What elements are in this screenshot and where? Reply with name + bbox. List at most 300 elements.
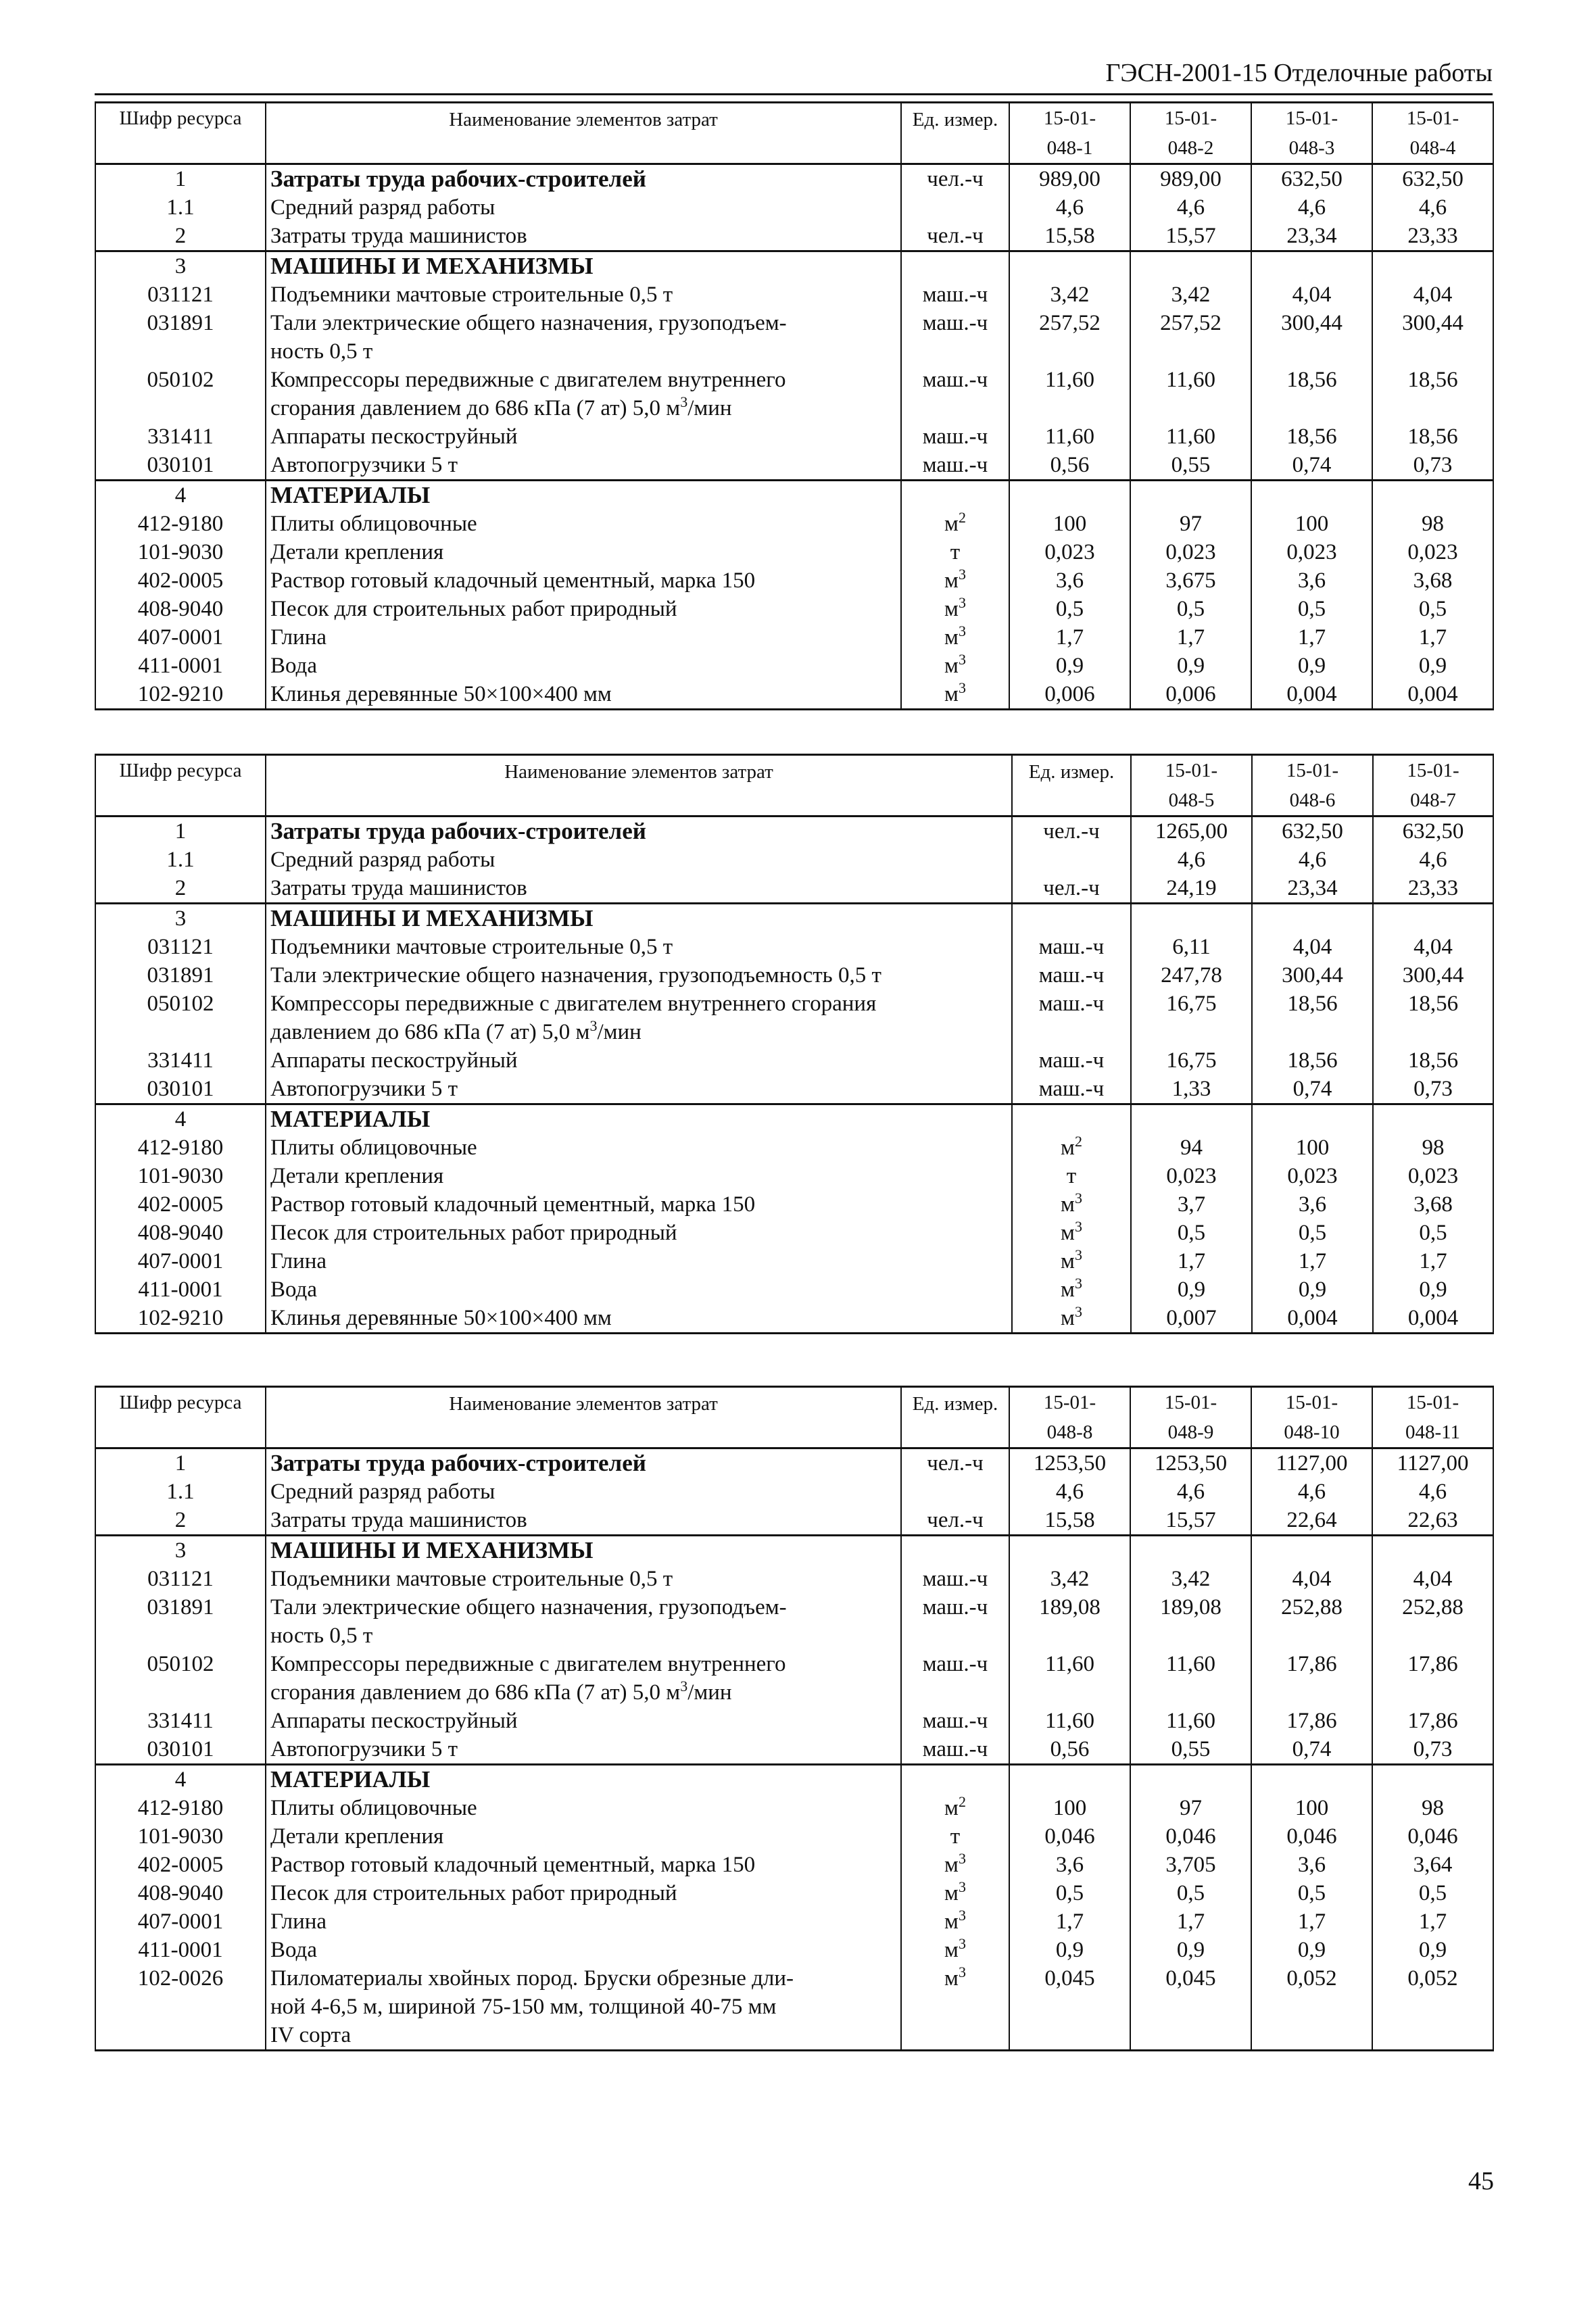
value-cell: 1127,00 bbox=[1372, 1448, 1493, 1478]
resource-code: 412-9180 bbox=[95, 510, 266, 538]
value-cell: 252,88 bbox=[1251, 1593, 1372, 1650]
value-cell: 4,6 bbox=[1009, 193, 1130, 222]
header-code: Шифр ресурса bbox=[95, 103, 266, 164]
value-cell: 17,86 bbox=[1251, 1707, 1372, 1735]
unit: маш.-ч bbox=[901, 1735, 1009, 1765]
resource-code: 2 bbox=[95, 874, 266, 904]
table-row bbox=[95, 933, 1493, 961]
header-name: Наименование элементов затрат bbox=[266, 103, 901, 164]
value-cell: 23,34 bbox=[1251, 222, 1372, 251]
resource-name: МАШИНЫ И МЕХАНИЗМЫ bbox=[266, 904, 1012, 933]
value-cell bbox=[1373, 1104, 1493, 1134]
value-cell bbox=[1131, 1104, 1252, 1134]
value-cell: 3,6 bbox=[1252, 1190, 1373, 1219]
value-cell: 1,7 bbox=[1372, 1907, 1493, 1936]
resource-name: Затраты труда рабочих-строителей bbox=[266, 164, 901, 194]
resource-code: 2 bbox=[95, 1506, 266, 1536]
value-cell: 17,86 bbox=[1372, 1650, 1493, 1707]
table-row bbox=[95, 1851, 1493, 1879]
value-cell: 18,56 bbox=[1373, 990, 1493, 1046]
table-row bbox=[95, 1046, 1493, 1075]
value-cell: 989,00 bbox=[1009, 164, 1130, 194]
header-name: Наименование элементов затрат bbox=[266, 755, 1012, 817]
resource-name: Глина bbox=[266, 623, 901, 652]
value-cell: 17,86 bbox=[1251, 1650, 1372, 1707]
header-norm-code: 15-01- 048-3 bbox=[1251, 103, 1372, 164]
unit: $м^3$ bbox=[1012, 1190, 1131, 1219]
table-row bbox=[95, 1565, 1493, 1593]
table-row bbox=[95, 846, 1493, 874]
resource-name: МАТЕРИАЛЫ bbox=[266, 1765, 901, 1795]
resource-code: 411-0001 bbox=[95, 1936, 266, 1964]
resource-name: Затраты труда машинистов bbox=[266, 874, 1012, 904]
value-cell: 3,6 bbox=[1251, 1851, 1372, 1879]
resource-name: Подъемники мачтовые строительные 0,5 т bbox=[266, 1565, 901, 1593]
table-row bbox=[95, 817, 1493, 846]
table-row bbox=[95, 1275, 1493, 1304]
value-cell: 18,56 bbox=[1252, 990, 1373, 1046]
resource-name: Подъемники мачтовые строительные 0,5 т bbox=[266, 281, 901, 309]
value-cell: 0,007 bbox=[1131, 1304, 1252, 1334]
table-row bbox=[95, 1075, 1493, 1104]
resource-name: Затраты труда машинистов bbox=[266, 1506, 901, 1536]
resource-code: 031891 bbox=[95, 1593, 266, 1650]
table-row bbox=[95, 222, 1493, 251]
value-cell: 0,5 bbox=[1009, 1879, 1130, 1907]
resource-name: Раствор готовый кладочный цементный, марка 150 bbox=[266, 1851, 901, 1879]
value-cell: 97 bbox=[1130, 1794, 1251, 1822]
value-cell: 1,7 bbox=[1372, 623, 1493, 652]
table-row bbox=[95, 1104, 1493, 1134]
header-norm-code: 15-01- 048-8 bbox=[1009, 1387, 1130, 1448]
table-row bbox=[95, 1219, 1493, 1247]
value-cell: 3,64 bbox=[1372, 1851, 1493, 1879]
resource-code: 407-0001 bbox=[95, 1907, 266, 1936]
resource-code: 101-9030 bbox=[95, 1162, 266, 1190]
unit: $м^3$ bbox=[901, 652, 1009, 680]
resource-name: Автопогрузчики 5 т bbox=[266, 451, 901, 481]
resource-name: МАШИНЫ И МЕХАНИЗМЫ bbox=[266, 1536, 901, 1565]
resource-code: 408-9040 bbox=[95, 1219, 266, 1247]
value-cell: 4,04 bbox=[1372, 1565, 1493, 1593]
table-row bbox=[95, 623, 1493, 652]
resource-code: 408-9040 bbox=[95, 1879, 266, 1907]
value-cell: 11,60 bbox=[1009, 366, 1130, 422]
header-norm-code: 15-01- 048-1 bbox=[1009, 103, 1130, 164]
resource-name: МАТЕРИАЛЫ bbox=[266, 481, 901, 510]
value-cell: 98 bbox=[1372, 510, 1493, 538]
value-cell: 4,04 bbox=[1252, 933, 1373, 961]
value-cell: 4,04 bbox=[1251, 1565, 1372, 1593]
value-cell: 1,7 bbox=[1131, 1247, 1252, 1275]
resource-code: 411-0001 bbox=[95, 652, 266, 680]
resource-code: 407-0001 bbox=[95, 1247, 266, 1275]
header-norm-code: 15-01- 048-9 bbox=[1130, 1387, 1251, 1448]
value-cell: 4,6 bbox=[1373, 846, 1493, 874]
unit: чел.-ч bbox=[901, 1448, 1009, 1478]
resource-code: 3 bbox=[95, 1536, 266, 1565]
value-cell: 98 bbox=[1372, 1794, 1493, 1822]
unit: $м^2$ bbox=[1012, 1134, 1131, 1162]
value-cell: 100 bbox=[1251, 1794, 1372, 1822]
unit bbox=[1012, 1104, 1131, 1134]
resource-code: 411-0001 bbox=[95, 1275, 266, 1304]
header-norm-code: 15-01- 048-7 bbox=[1373, 755, 1493, 817]
resource-code: 412-9180 bbox=[95, 1134, 266, 1162]
value-cell bbox=[1372, 251, 1493, 281]
value-cell: 15,57 bbox=[1130, 222, 1251, 251]
resource-code: 1.1 bbox=[95, 1478, 266, 1506]
value-cell bbox=[1252, 904, 1373, 933]
table-row bbox=[95, 595, 1493, 623]
table-row bbox=[95, 1879, 1493, 1907]
resource-code: 030101 bbox=[95, 451, 266, 481]
value-cell: 11,60 bbox=[1130, 1650, 1251, 1707]
value-cell: 22,64 bbox=[1251, 1506, 1372, 1536]
value-cell: 97 bbox=[1130, 510, 1251, 538]
table-row bbox=[95, 1190, 1493, 1219]
resource-name: Компрессоры передвижные с двигателем внутреннего сгорания давлением до 686 кПа (7 ат) 5,0 $м^3$/мин bbox=[266, 1650, 901, 1707]
resource-name: Аппараты пескоструйный bbox=[266, 422, 901, 451]
value-cell: 11,60 bbox=[1130, 366, 1251, 422]
value-cell: 100 bbox=[1009, 1794, 1130, 1822]
value-cell: 0,9 bbox=[1009, 1936, 1130, 1964]
table-row bbox=[95, 904, 1493, 933]
value-cell: 24,19 bbox=[1131, 874, 1252, 904]
value-cell: 16,75 bbox=[1131, 990, 1252, 1046]
value-cell: 0,006 bbox=[1009, 680, 1130, 710]
table-row bbox=[95, 1506, 1493, 1536]
value-cell: 0,9 bbox=[1130, 1936, 1251, 1964]
value-cell: 1,7 bbox=[1130, 1907, 1251, 1936]
value-cell: 3,68 bbox=[1373, 1190, 1493, 1219]
resource-code: 102-9210 bbox=[95, 680, 266, 710]
value-cell bbox=[1009, 251, 1130, 281]
value-cell: 0,5 bbox=[1373, 1219, 1493, 1247]
resource-code: 402-0005 bbox=[95, 566, 266, 595]
header-unit: Ед. измер. bbox=[901, 1387, 1009, 1448]
value-cell: 3,6 bbox=[1009, 1851, 1130, 1879]
unit: $м^3$ bbox=[1012, 1247, 1131, 1275]
value-cell: 300,44 bbox=[1372, 309, 1493, 366]
unit: маш.-ч bbox=[1012, 990, 1131, 1046]
unit bbox=[901, 1765, 1009, 1795]
value-cell: 18,56 bbox=[1252, 1046, 1373, 1075]
table-row bbox=[95, 1650, 1493, 1707]
value-cell: 1,33 bbox=[1131, 1075, 1252, 1104]
value-cell bbox=[1372, 481, 1493, 510]
norm-table-3 bbox=[95, 1386, 1494, 2051]
value-cell: 0,5 bbox=[1131, 1219, 1252, 1247]
value-cell bbox=[1130, 481, 1251, 510]
value-cell: 0,046 bbox=[1130, 1822, 1251, 1851]
value-cell: 11,60 bbox=[1009, 1650, 1130, 1707]
resource-code: 050102 bbox=[95, 1650, 266, 1707]
value-cell: 15,57 bbox=[1130, 1506, 1251, 1536]
table-row bbox=[95, 538, 1493, 566]
value-cell: 189,08 bbox=[1009, 1593, 1130, 1650]
value-cell bbox=[1009, 1765, 1130, 1795]
value-cell: 3,675 bbox=[1130, 566, 1251, 595]
value-cell bbox=[1131, 904, 1252, 933]
value-cell: 22,63 bbox=[1372, 1506, 1493, 1536]
unit bbox=[1012, 904, 1131, 933]
resource-name: Песок для строительных работ природный bbox=[266, 595, 901, 623]
resource-code: 4 bbox=[95, 1765, 266, 1795]
resource-name: Плиты облицовочные bbox=[266, 510, 901, 538]
unit: маш.-ч bbox=[901, 309, 1009, 366]
value-cell: 632,50 bbox=[1251, 164, 1372, 194]
unit bbox=[901, 1478, 1009, 1506]
resource-code: 031891 bbox=[95, 309, 266, 366]
value-cell: 4,6 bbox=[1252, 846, 1373, 874]
table-row bbox=[95, 1448, 1493, 1478]
unit: маш.-ч bbox=[1012, 961, 1131, 990]
resource-name: Аппараты пескоструйный bbox=[266, 1046, 1012, 1075]
unit bbox=[901, 251, 1009, 281]
value-cell: 0,023 bbox=[1131, 1162, 1252, 1190]
value-cell: 1,7 bbox=[1251, 1907, 1372, 1936]
unit bbox=[901, 1536, 1009, 1565]
value-cell: 0,55 bbox=[1130, 451, 1251, 481]
table-row bbox=[95, 309, 1493, 366]
value-cell: 98 bbox=[1373, 1134, 1493, 1162]
resource-code: 3 bbox=[95, 904, 266, 933]
value-cell: 3,42 bbox=[1130, 281, 1251, 309]
header-norm-code: 15-01- 048-6 bbox=[1252, 755, 1373, 817]
value-cell: 4,6 bbox=[1372, 193, 1493, 222]
value-cell: 0,9 bbox=[1252, 1275, 1373, 1304]
value-cell: 3,7 bbox=[1131, 1190, 1252, 1219]
table-row bbox=[95, 1794, 1493, 1822]
resource-name: Затраты труда машинистов bbox=[266, 222, 901, 251]
resource-code: 031121 bbox=[95, 933, 266, 961]
value-cell bbox=[1130, 1765, 1251, 1795]
resource-name: Плиты облицовочные bbox=[266, 1794, 901, 1822]
table-row bbox=[95, 1735, 1493, 1765]
value-cell: 11,60 bbox=[1130, 1707, 1251, 1735]
resource-code: 1 bbox=[95, 817, 266, 846]
resource-code: 408-9040 bbox=[95, 595, 266, 623]
value-cell: 0,5 bbox=[1251, 595, 1372, 623]
table-row bbox=[95, 1134, 1493, 1162]
value-cell: 0,5 bbox=[1130, 595, 1251, 623]
unit: маш.-ч bbox=[901, 451, 1009, 481]
value-cell: 16,75 bbox=[1131, 1046, 1252, 1075]
resource-code: 031891 bbox=[95, 961, 266, 990]
unit: $м^3$ bbox=[901, 1879, 1009, 1907]
value-cell: 11,60 bbox=[1009, 1707, 1130, 1735]
unit: маш.-ч bbox=[901, 1593, 1009, 1650]
value-cell: 11,60 bbox=[1130, 422, 1251, 451]
header-row bbox=[95, 755, 1493, 817]
resource-code: 1.1 bbox=[95, 846, 266, 874]
value-cell: 18,56 bbox=[1251, 366, 1372, 422]
value-cell: 0,5 bbox=[1009, 595, 1130, 623]
value-cell: 4,6 bbox=[1251, 193, 1372, 222]
value-cell: 0,046 bbox=[1009, 1822, 1130, 1851]
value-cell: 0,9 bbox=[1130, 652, 1251, 680]
resource-name: Тали электрические общего назначения, грузоподъемность 0,5 т bbox=[266, 961, 1012, 990]
value-cell: 0,56 bbox=[1009, 451, 1130, 481]
table-row bbox=[95, 990, 1493, 1046]
value-cell: 247,78 bbox=[1131, 961, 1252, 990]
table-row bbox=[95, 164, 1493, 194]
value-cell: 1253,50 bbox=[1009, 1448, 1130, 1478]
value-cell: 11,60 bbox=[1009, 422, 1130, 451]
resource-name: Затраты труда рабочих-строителей bbox=[266, 817, 1012, 846]
value-cell: 0,9 bbox=[1372, 652, 1493, 680]
unit: т bbox=[901, 1822, 1009, 1851]
value-cell: 1,7 bbox=[1251, 623, 1372, 652]
table-row bbox=[95, 1936, 1493, 1964]
table-row bbox=[95, 1478, 1493, 1506]
value-cell: 0,023 bbox=[1252, 1162, 1373, 1190]
resource-code: 1 bbox=[95, 164, 266, 194]
unit: $м^3$ bbox=[901, 680, 1009, 710]
value-cell: 4,6 bbox=[1251, 1478, 1372, 1506]
unit: $м^3$ bbox=[1012, 1219, 1131, 1247]
value-cell: 252,88 bbox=[1372, 1593, 1493, 1650]
table-row bbox=[95, 366, 1493, 422]
unit: т bbox=[901, 538, 1009, 566]
table-row bbox=[95, 1247, 1493, 1275]
unit: маш.-ч bbox=[1012, 1046, 1131, 1075]
unit: $м^3$ bbox=[901, 623, 1009, 652]
value-cell bbox=[1372, 1536, 1493, 1565]
value-cell: 0,004 bbox=[1373, 1304, 1493, 1334]
value-cell: 3,705 bbox=[1130, 1851, 1251, 1879]
unit bbox=[901, 193, 1009, 222]
table-row bbox=[95, 1536, 1493, 1565]
value-cell bbox=[1252, 1104, 1373, 1134]
resource-name: Автопогрузчики 5 т bbox=[266, 1735, 901, 1765]
value-cell: 18,56 bbox=[1372, 422, 1493, 451]
value-cell: 632,50 bbox=[1252, 817, 1373, 846]
value-cell: 0,004 bbox=[1251, 680, 1372, 710]
value-cell: 23,34 bbox=[1252, 874, 1373, 904]
unit: $м^3$ bbox=[1012, 1304, 1131, 1334]
unit: чел.-ч bbox=[901, 164, 1009, 194]
value-cell: 257,52 bbox=[1009, 309, 1130, 366]
resource-code: 1 bbox=[95, 1448, 266, 1478]
table-row bbox=[95, 1765, 1493, 1795]
value-cell: 100 bbox=[1009, 510, 1130, 538]
value-cell bbox=[1130, 1536, 1251, 1565]
unit: чел.-ч bbox=[1012, 874, 1131, 904]
table-row bbox=[95, 1304, 1493, 1334]
value-cell: 3,42 bbox=[1130, 1565, 1251, 1593]
value-cell: 100 bbox=[1252, 1134, 1373, 1162]
value-cell bbox=[1372, 1765, 1493, 1795]
value-cell: 0,004 bbox=[1252, 1304, 1373, 1334]
resource-code: 4 bbox=[95, 481, 266, 510]
value-cell: 3,6 bbox=[1251, 566, 1372, 595]
value-cell bbox=[1251, 251, 1372, 281]
resource-code: 030101 bbox=[95, 1075, 266, 1104]
unit: маш.-ч bbox=[901, 366, 1009, 422]
value-cell: 0,9 bbox=[1131, 1275, 1252, 1304]
table-row bbox=[95, 1593, 1493, 1650]
value-cell: 94 bbox=[1131, 1134, 1252, 1162]
value-cell: 0,9 bbox=[1373, 1275, 1493, 1304]
value-cell: 15,58 bbox=[1009, 1506, 1130, 1536]
unit bbox=[901, 481, 1009, 510]
resource-code: 412-9180 bbox=[95, 1794, 266, 1822]
value-cell: 1253,50 bbox=[1130, 1448, 1251, 1478]
table-row bbox=[95, 1162, 1493, 1190]
value-cell: 23,33 bbox=[1373, 874, 1493, 904]
value-cell: 0,9 bbox=[1372, 1936, 1493, 1964]
value-cell: 0,74 bbox=[1252, 1075, 1373, 1104]
unit bbox=[1012, 846, 1131, 874]
value-cell: 23,33 bbox=[1372, 222, 1493, 251]
value-cell: 989,00 bbox=[1130, 164, 1251, 194]
unit: $м^3$ bbox=[901, 1851, 1009, 1879]
value-cell: 0,5 bbox=[1372, 1879, 1493, 1907]
resource-name: Плиты облицовочные bbox=[266, 1134, 1012, 1162]
header-unit: Ед. измер. bbox=[1012, 755, 1131, 817]
value-cell: 0,052 bbox=[1372, 1964, 1493, 2051]
unit: маш.-ч bbox=[901, 1707, 1009, 1735]
header-rule bbox=[95, 93, 1493, 95]
value-cell: 0,046 bbox=[1372, 1822, 1493, 1851]
resource-name: Песок для строительных работ природный bbox=[266, 1219, 1012, 1247]
resource-code: 402-0005 bbox=[95, 1851, 266, 1879]
value-cell bbox=[1373, 904, 1493, 933]
table-row bbox=[95, 422, 1493, 451]
value-cell bbox=[1130, 251, 1251, 281]
value-cell: 6,11 bbox=[1131, 933, 1252, 961]
value-cell: 189,08 bbox=[1130, 1593, 1251, 1650]
resource-code: 331411 bbox=[95, 1707, 266, 1735]
unit: $м^3$ bbox=[901, 595, 1009, 623]
header-code: Шифр ресурса bbox=[95, 1387, 266, 1448]
table-row bbox=[95, 251, 1493, 281]
value-cell: 4,6 bbox=[1009, 1478, 1130, 1506]
table-row bbox=[95, 1822, 1493, 1851]
norm-table-2 bbox=[95, 754, 1494, 1334]
resource-name: Вода bbox=[266, 1275, 1012, 1304]
value-cell: 18,56 bbox=[1251, 422, 1372, 451]
resource-name: Аппараты пескоструйный bbox=[266, 1707, 901, 1735]
resource-name: МАТЕРИАЛЫ bbox=[266, 1104, 1012, 1134]
value-cell: 0,9 bbox=[1251, 652, 1372, 680]
resource-code: 331411 bbox=[95, 1046, 266, 1075]
resource-code: 101-9030 bbox=[95, 538, 266, 566]
value-cell: 0,73 bbox=[1373, 1075, 1493, 1104]
unit: чел.-ч bbox=[1012, 817, 1131, 846]
table-row bbox=[95, 481, 1493, 510]
value-cell: 3,42 bbox=[1009, 1565, 1130, 1593]
value-cell: 0,55 bbox=[1130, 1735, 1251, 1765]
value-cell bbox=[1009, 481, 1130, 510]
page-number: 45 bbox=[1468, 2167, 1494, 2195]
resource-code: 030101 bbox=[95, 1735, 266, 1765]
resource-code: 102-9210 bbox=[95, 1304, 266, 1334]
resource-name: Раствор готовый кладочный цементный, марка 150 bbox=[266, 566, 901, 595]
resource-code: 050102 bbox=[95, 990, 266, 1046]
value-cell: 15,58 bbox=[1009, 222, 1130, 251]
resource-name: Компрессоры передвижные с двигателем внутреннего сгорания давлением до 686 кПа (7 ат) 5,0 $м^3$/мин bbox=[266, 366, 901, 422]
header-norm-code: 15-01- 048-11 bbox=[1372, 1387, 1493, 1448]
table-row bbox=[95, 961, 1493, 990]
header-unit: Ед. измер. bbox=[901, 103, 1009, 164]
value-cell: 1,7 bbox=[1009, 1907, 1130, 1936]
unit: маш.-ч bbox=[901, 281, 1009, 309]
table-row bbox=[95, 566, 1493, 595]
table-row bbox=[95, 1707, 1493, 1735]
